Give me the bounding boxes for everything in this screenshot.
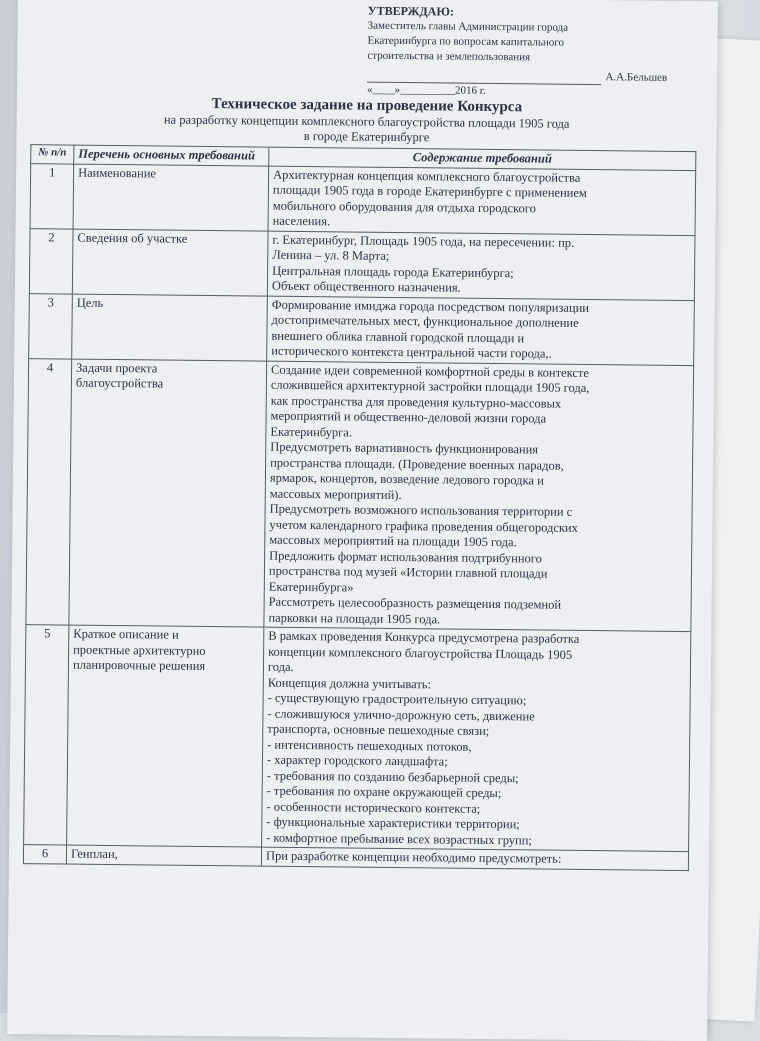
approval-date: «____»__________2016 г. bbox=[366, 83, 486, 97]
requirement-name-text: Генплан, bbox=[70, 846, 118, 862]
requirement-name-text: Задачи проекта благоустройства bbox=[75, 360, 164, 391]
requirement-name-text: Наименование bbox=[78, 165, 157, 180]
requirement-content bbox=[267, 231, 695, 300]
document-page bbox=[7, 0, 718, 1041]
header-requirements-content: Содержание требований bbox=[269, 147, 696, 170]
requirement-content-text: г. Екатеринбург, Площадь 1905 года, на пересечении: пр. Ленина – ул. 8 Марта; Центральная площадь города Екатеринбурга; Объект общественного назначения. bbox=[271, 232, 575, 295]
row-number: 1 bbox=[30, 163, 74, 228]
requirement-content bbox=[268, 166, 696, 235]
title-main: Техническое задание на проведение Конкурса bbox=[211, 96, 523, 116]
approval-line: Заместитель главы Администрации города bbox=[367, 19, 569, 34]
requirement-name-text: Цель bbox=[76, 295, 104, 310]
requirement-content-text: Архитектурная концепция комплексного благоустройства площади 1905 года в городе Екатеринбурге с применением мобильного оборудования для отдыха городского населения. bbox=[272, 167, 587, 229]
header-number: № п/п bbox=[31, 145, 74, 164]
requirement-name bbox=[66, 845, 261, 866]
title-subtitle-city: в городе Екатеринбурге bbox=[303, 129, 430, 145]
table-row bbox=[24, 625, 691, 852]
table-row bbox=[29, 228, 695, 300]
requirement-content bbox=[267, 296, 695, 365]
approval-heading: УТВЕРЖДАЮ: bbox=[367, 3, 454, 19]
requirement-name-text: Сведения об участке bbox=[77, 230, 188, 246]
signer-name: А.А.Бельшев bbox=[605, 71, 668, 84]
requirements-table bbox=[23, 144, 696, 870]
requirement-name bbox=[69, 359, 267, 628]
requirement-content bbox=[261, 847, 688, 870]
header-requirements-list: Перечень основных требований bbox=[74, 145, 269, 166]
requirement-content bbox=[264, 361, 694, 632]
row-number: 2 bbox=[29, 228, 73, 293]
row-number: 5 bbox=[24, 625, 69, 845]
requirement-content-text: В рамках проведения Конкурса предусмотрена разработка концепции комплексного благоустройства Площадь 1905 года. Концепция должна учитывать: - существующую градостроительную ситуацию; - сложившуюся улично-дорожную сеть, движение транспорта, основные пешеходные связи; - интенсивность пешеходных потоков, - характер городского ландшафта; - требования по созданию безбарьерной среды; - требования по охране окружающей среды; - особенности исторического контекста; - функциональные характеристики территории; - комфортное пребывание всех возрастных групп; bbox=[266, 628, 580, 847]
row-number: 6 bbox=[23, 845, 66, 864]
row-number: 3 bbox=[29, 293, 73, 358]
requirement-name bbox=[72, 294, 268, 361]
approval-line: Екатеринбурга по вопросам капитального bbox=[367, 34, 565, 49]
approval-block bbox=[367, 4, 668, 101]
requirement-content-text: При разработке концепции необходимо предусмотреть: bbox=[265, 848, 562, 866]
requirement-content bbox=[262, 627, 691, 851]
requirement-name bbox=[73, 164, 269, 231]
requirement-content-text: Формирование имиджа города посредством популяризации достопримечательных мест, функциональное дополнение внешнего облика главной городской площади и исторического контекста центральной части города,. bbox=[271, 297, 590, 361]
requirement-name-text: Краткое описание и проектные архитектурно планировочные решения bbox=[72, 626, 206, 673]
table-row bbox=[30, 163, 696, 235]
table-row bbox=[26, 358, 694, 631]
requirement-name bbox=[72, 229, 268, 296]
approval-line: строительства и землепользования bbox=[367, 49, 531, 64]
table-row bbox=[29, 293, 695, 365]
row-number: 4 bbox=[26, 358, 72, 625]
requirement-name bbox=[67, 625, 264, 847]
document-title bbox=[16, 94, 716, 148]
title-subtitle: на разработку концепции комплексного благоустройства площади 1905 года bbox=[163, 112, 570, 131]
requirement-content-text: Создание идеи современной комфортной среды в контексте сложившейся архитектурной застройки площади 1905 года, как пространства для проведения культурно-массовых мероприятий и общественно-деловой жизни города Екатеринбурга. Предусмотреть вариативность функционирования пространства площади. (Проведение военных парадов, ярмарок, концертов, возведение ледового городка и массовых мероприятий). Предусмотреть возможного использования территории с учетом календарного графика проведения общегородских массовых мероприятий на площади 1905 года. Предложить формат использования подтрибунного пространства под музей «Истории главной площади Екатеринбурга» Рассмотреть целесообразность размещения подземной парковки на площади 1905 года. bbox=[268, 362, 590, 626]
